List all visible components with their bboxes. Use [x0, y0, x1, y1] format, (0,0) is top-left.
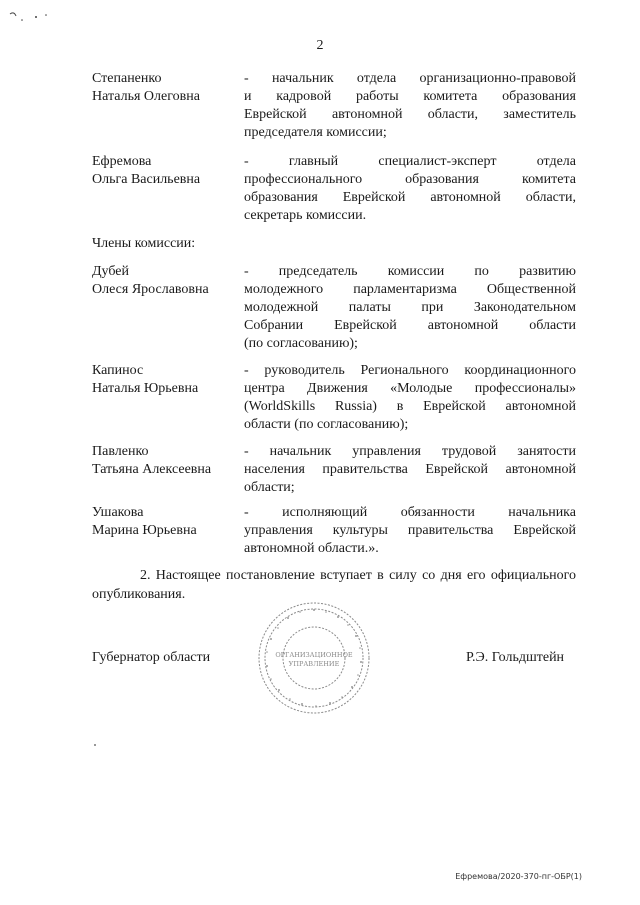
member-name: Дубей Олеся Ярославовна — [92, 264, 209, 297]
member-name: Степаненко Наталья Олеговна — [92, 71, 200, 104]
page-number: 2 — [316, 38, 324, 53]
member-role: - исполняющий обязанности начальника управления культуры правительства Еврейской автономной области.». — [244, 505, 576, 556]
member-name: Ушакова Марина Юрьевна — [92, 505, 197, 538]
member-role: - главный специалист-эксперт отдела профессионального образования комитета образования Еврейской автономной области, секретарь комиссии. — [244, 154, 576, 223]
member-name: Ефремова Ольга Васильевна — [92, 154, 201, 187]
document-footer-code: Ефремова/2020-370-пг-ОБР(1) — [455, 872, 582, 881]
organizational-department-stamp — [256, 600, 372, 716]
member-name: Павленко Татьяна Алексеевна — [92, 444, 212, 477]
scan-specks-decoration — [6, 8, 66, 26]
member-role: - начальник отдела организационно-правовой и кадровой работы комитета образования Еврейской автономной области, заместитель председателя комиссии; — [244, 71, 576, 140]
governor-name: Р.Э. Гольдштейн — [466, 650, 565, 665]
governor-title: Губернатор области — [92, 650, 211, 665]
member-role: - председатель комиссии по развитию молодежного парламентаризма Общественной молодежной палаты при Законодательном Собрании Еврейской автономной области (по согласованию); — [244, 264, 576, 351]
member-role: - руководитель Регионального координационного центра Движения «Молодые профессионалы» (WorldSkills Russia) в Еврейской автономной области (по согласованию); — [244, 363, 576, 432]
effective-date-paragraph: 2. Настоящее постановление вступает в силу со дня его официального опубликования. — [92, 568, 576, 602]
scan-dot-decoration — [94, 744, 96, 746]
svg-text:УПРАВЛЕНИЕ: УПРАВЛЕНИЕ — [288, 660, 340, 668]
members-heading: Члены комиссии: — [92, 236, 196, 251]
member-name: Капинос Наталья Юрьевна — [92, 363, 199, 396]
svg-text:ОРГАНИЗАЦИОННОЕ: ОРГАНИЗАЦИОННОЕ — [275, 651, 353, 659]
member-role: - начальник управления трудовой занятости населения правительства Еврейской автономной области; — [244, 444, 576, 495]
